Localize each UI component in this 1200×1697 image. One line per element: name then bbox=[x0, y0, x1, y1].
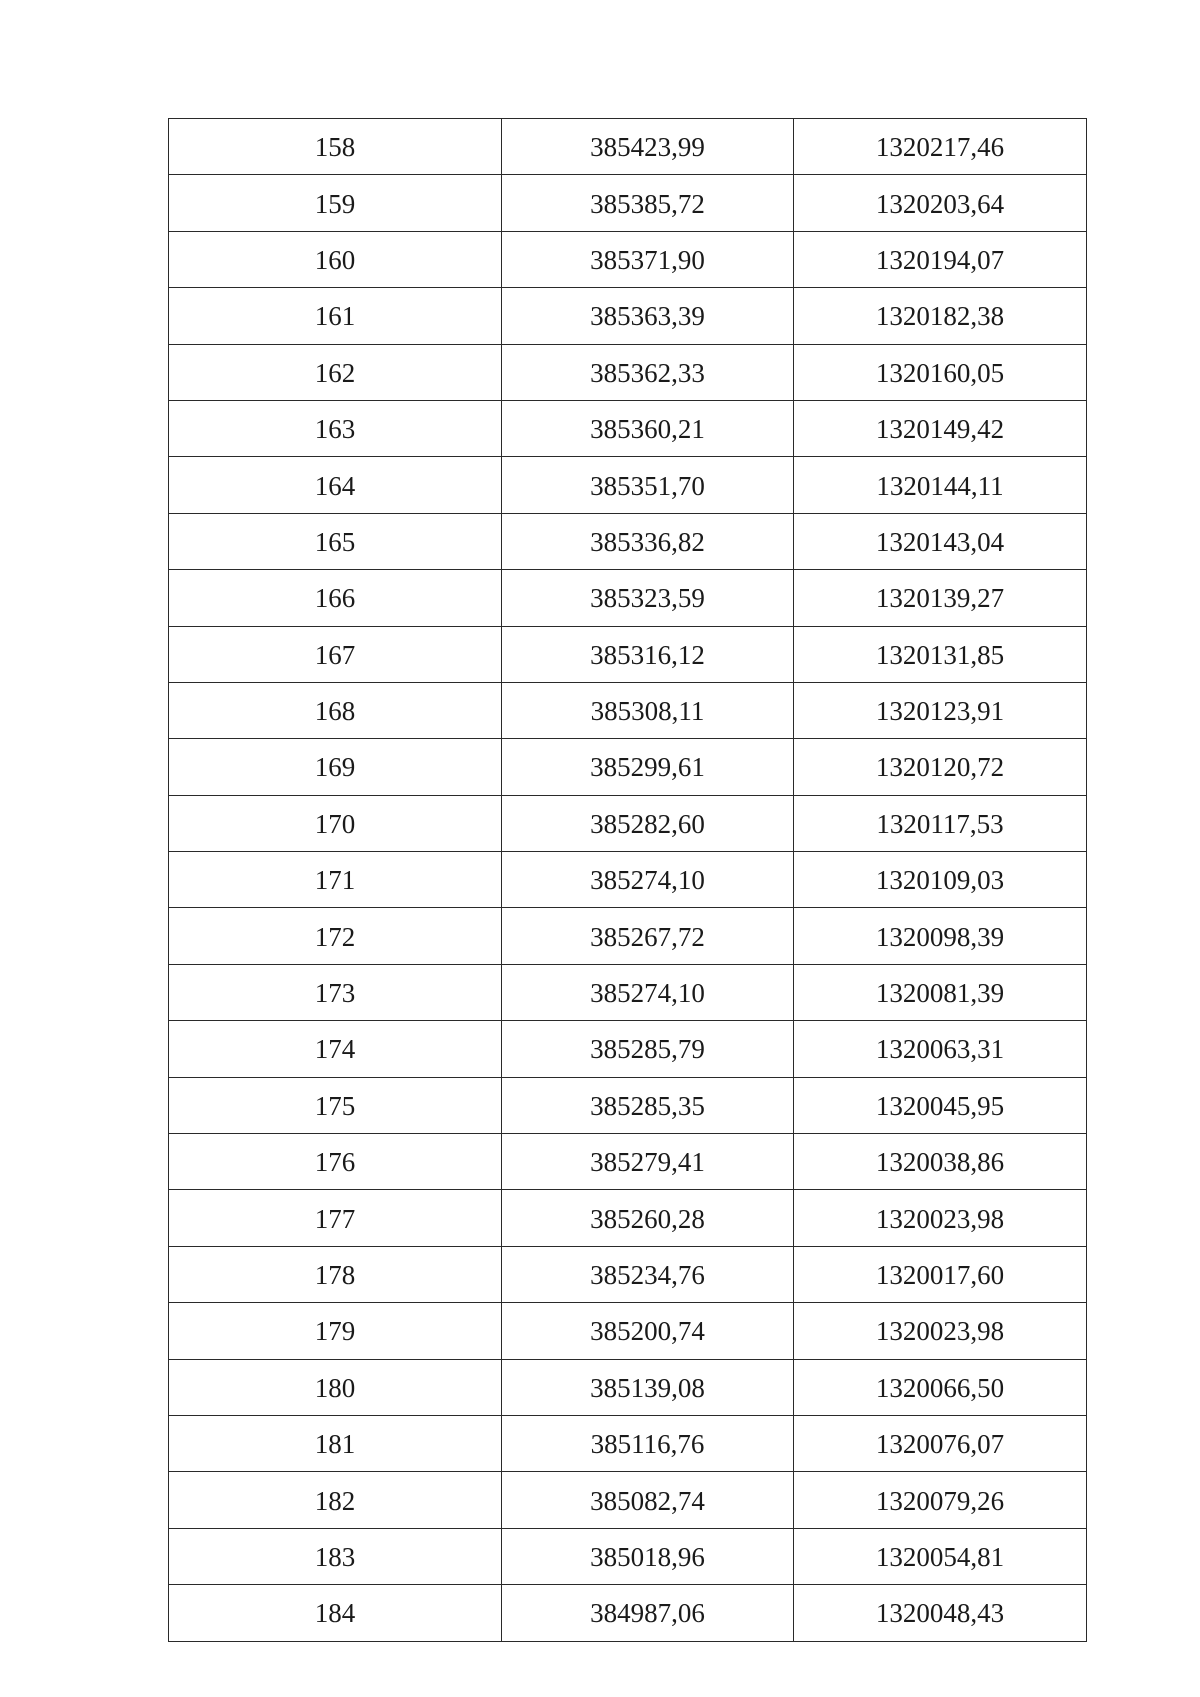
point-number-cell: 161 bbox=[169, 288, 502, 344]
x-coordinate-cell: 385260,28 bbox=[502, 1190, 794, 1246]
y-coordinate-cell: 1320045,95 bbox=[794, 1077, 1087, 1133]
x-coordinate-cell: 385200,74 bbox=[502, 1303, 794, 1359]
table-row bbox=[169, 908, 1087, 964]
y-coordinate-cell: 1320149,42 bbox=[794, 400, 1087, 456]
x-coordinate-cell: 385316,12 bbox=[502, 626, 794, 682]
x-coordinate-cell: 385279,41 bbox=[502, 1134, 794, 1190]
y-coordinate-cell: 1320081,39 bbox=[794, 964, 1087, 1020]
y-coordinate-cell: 1320120,72 bbox=[794, 739, 1087, 795]
x-coordinate-cell: 385282,60 bbox=[502, 795, 794, 851]
table-row bbox=[169, 288, 1087, 344]
x-coordinate-cell: 385371,90 bbox=[502, 231, 794, 287]
table-row bbox=[169, 1246, 1087, 1302]
point-number-cell: 168 bbox=[169, 682, 502, 738]
table-row bbox=[169, 175, 1087, 231]
point-number-cell: 171 bbox=[169, 852, 502, 908]
x-coordinate-cell: 384987,06 bbox=[502, 1585, 794, 1641]
y-coordinate-cell: 1320139,27 bbox=[794, 570, 1087, 626]
y-coordinate-cell: 1320117,53 bbox=[794, 795, 1087, 851]
y-coordinate-cell: 1320143,04 bbox=[794, 513, 1087, 569]
point-number-cell: 166 bbox=[169, 570, 502, 626]
y-coordinate-cell: 1320203,64 bbox=[794, 175, 1087, 231]
table-row bbox=[169, 1472, 1087, 1528]
x-coordinate-cell: 385351,70 bbox=[502, 457, 794, 513]
y-coordinate-cell: 1320098,39 bbox=[794, 908, 1087, 964]
table-row bbox=[169, 1134, 1087, 1190]
point-number-cell: 163 bbox=[169, 400, 502, 456]
table-row bbox=[169, 1021, 1087, 1077]
table-row bbox=[169, 1303, 1087, 1359]
table-row bbox=[169, 344, 1087, 400]
point-number-cell: 184 bbox=[169, 1585, 502, 1641]
point-number-cell: 174 bbox=[169, 1021, 502, 1077]
y-coordinate-cell: 1320144,11 bbox=[794, 457, 1087, 513]
y-coordinate-cell: 1320017,60 bbox=[794, 1246, 1087, 1302]
y-coordinate-cell: 1320054,81 bbox=[794, 1528, 1087, 1584]
point-number-cell: 162 bbox=[169, 344, 502, 400]
x-coordinate-cell: 385274,10 bbox=[502, 852, 794, 908]
point-number-cell: 182 bbox=[169, 1472, 502, 1528]
x-coordinate-cell: 385385,72 bbox=[502, 175, 794, 231]
table-row bbox=[169, 457, 1087, 513]
table-row bbox=[169, 1077, 1087, 1133]
point-number-cell: 167 bbox=[169, 626, 502, 682]
point-number-cell: 173 bbox=[169, 964, 502, 1020]
point-number-cell: 158 bbox=[169, 119, 502, 175]
table-row bbox=[169, 1190, 1087, 1246]
table-row bbox=[169, 682, 1087, 738]
table-row bbox=[169, 400, 1087, 456]
x-coordinate-cell: 385363,39 bbox=[502, 288, 794, 344]
y-coordinate-cell: 1320160,05 bbox=[794, 344, 1087, 400]
x-coordinate-cell: 385274,10 bbox=[502, 964, 794, 1020]
y-coordinate-cell: 1320079,26 bbox=[794, 1472, 1087, 1528]
point-number-cell: 183 bbox=[169, 1528, 502, 1584]
x-coordinate-cell: 385299,61 bbox=[502, 739, 794, 795]
point-number-cell: 170 bbox=[169, 795, 502, 851]
y-coordinate-cell: 1320048,43 bbox=[794, 1585, 1087, 1641]
y-coordinate-cell: 1320023,98 bbox=[794, 1190, 1087, 1246]
coordinates-table bbox=[168, 118, 1087, 1642]
x-coordinate-cell: 385234,76 bbox=[502, 1246, 794, 1302]
y-coordinate-cell: 1320066,50 bbox=[794, 1359, 1087, 1415]
y-coordinate-cell: 1320038,86 bbox=[794, 1134, 1087, 1190]
x-coordinate-cell: 385423,99 bbox=[502, 119, 794, 175]
x-coordinate-cell: 385308,11 bbox=[502, 682, 794, 738]
table-row bbox=[169, 119, 1087, 175]
x-coordinate-cell: 385323,59 bbox=[502, 570, 794, 626]
x-coordinate-cell: 385116,76 bbox=[502, 1415, 794, 1471]
table-row bbox=[169, 1528, 1087, 1584]
point-number-cell: 160 bbox=[169, 231, 502, 287]
point-number-cell: 178 bbox=[169, 1246, 502, 1302]
x-coordinate-cell: 385082,74 bbox=[502, 1472, 794, 1528]
point-number-cell: 179 bbox=[169, 1303, 502, 1359]
table-row bbox=[169, 1359, 1087, 1415]
point-number-cell: 175 bbox=[169, 1077, 502, 1133]
y-coordinate-cell: 1320182,38 bbox=[794, 288, 1087, 344]
table-row bbox=[169, 513, 1087, 569]
table-row bbox=[169, 964, 1087, 1020]
point-number-cell: 169 bbox=[169, 739, 502, 795]
y-coordinate-cell: 1320217,46 bbox=[794, 119, 1087, 175]
table-row bbox=[169, 626, 1087, 682]
table-row bbox=[169, 852, 1087, 908]
y-coordinate-cell: 1320123,91 bbox=[794, 682, 1087, 738]
x-coordinate-cell: 385336,82 bbox=[502, 513, 794, 569]
table-row bbox=[169, 795, 1087, 851]
point-number-cell: 177 bbox=[169, 1190, 502, 1246]
y-coordinate-cell: 1320131,85 bbox=[794, 626, 1087, 682]
table-row bbox=[169, 739, 1087, 795]
x-coordinate-cell: 385360,21 bbox=[502, 400, 794, 456]
coordinates-table-body bbox=[169, 119, 1087, 1642]
x-coordinate-cell: 385018,96 bbox=[502, 1528, 794, 1584]
y-coordinate-cell: 1320023,98 bbox=[794, 1303, 1087, 1359]
point-number-cell: 172 bbox=[169, 908, 502, 964]
x-coordinate-cell: 385362,33 bbox=[502, 344, 794, 400]
table-row bbox=[169, 1585, 1087, 1641]
point-number-cell: 176 bbox=[169, 1134, 502, 1190]
y-coordinate-cell: 1320109,03 bbox=[794, 852, 1087, 908]
point-number-cell: 164 bbox=[169, 457, 502, 513]
point-number-cell: 165 bbox=[169, 513, 502, 569]
point-number-cell: 159 bbox=[169, 175, 502, 231]
y-coordinate-cell: 1320076,07 bbox=[794, 1415, 1087, 1471]
x-coordinate-cell: 385139,08 bbox=[502, 1359, 794, 1415]
point-number-cell: 180 bbox=[169, 1359, 502, 1415]
point-number-cell: 181 bbox=[169, 1415, 502, 1471]
table-row bbox=[169, 231, 1087, 287]
table-row bbox=[169, 1415, 1087, 1471]
x-coordinate-cell: 385285,35 bbox=[502, 1077, 794, 1133]
y-coordinate-cell: 1320063,31 bbox=[794, 1021, 1087, 1077]
x-coordinate-cell: 385267,72 bbox=[502, 908, 794, 964]
y-coordinate-cell: 1320194,07 bbox=[794, 231, 1087, 287]
table-row bbox=[169, 570, 1087, 626]
x-coordinate-cell: 385285,79 bbox=[502, 1021, 794, 1077]
